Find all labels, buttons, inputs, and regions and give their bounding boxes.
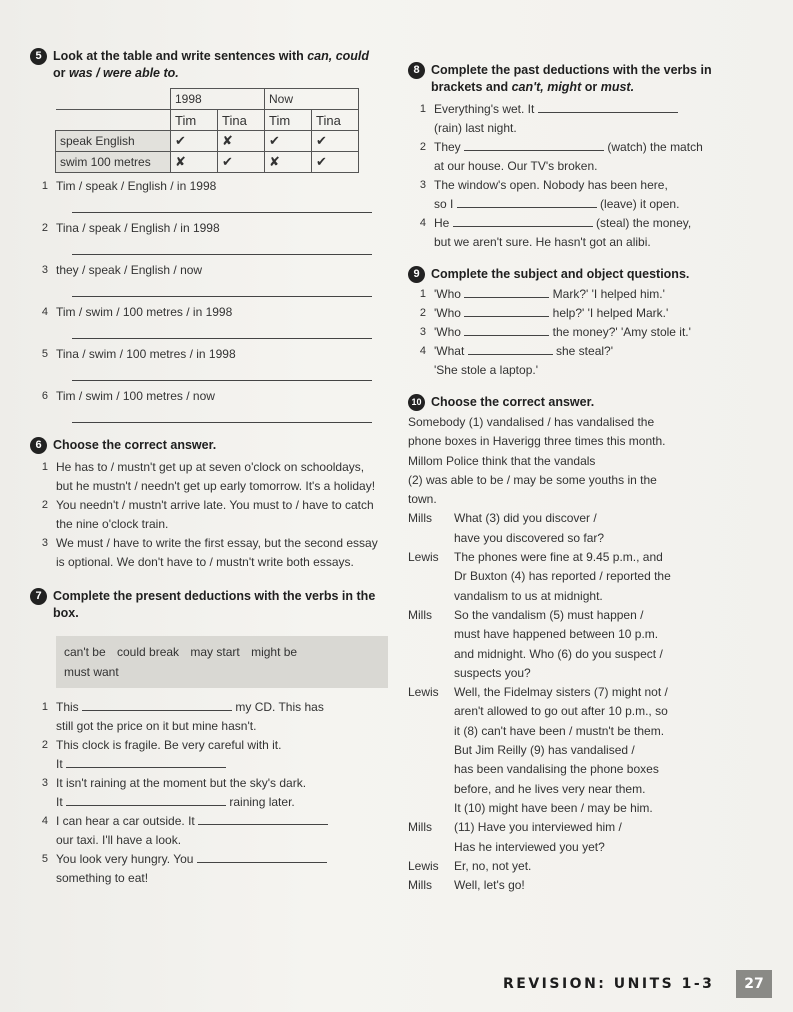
speaker: Mills: [408, 820, 432, 835]
answer-line[interactable]: [72, 368, 372, 381]
table-cell-mark: ✔: [218, 152, 265, 173]
list-item: 5 You look very hungry. You something to eat!: [30, 850, 380, 888]
answer-line[interactable]: [72, 200, 372, 213]
exercise-7-items: [30, 698, 380, 888]
answer-line[interactable]: [72, 242, 372, 255]
dialogue-turn: Mills (11) Have you interviewed him / Has he interviewed you yet?: [408, 818, 753, 857]
list-item: 3 It isn't raining at the moment but the sky's dark. It raining later.: [41, 776, 307, 809]
dialogue-turn: Mills Well, let's go!: [408, 876, 753, 895]
exercise-6-items: [30, 458, 380, 572]
dialogue-turn: Mills What (3) did you discover / have you discovered so far?: [408, 509, 753, 548]
dialogue-turn: Lewis The phones were fine at 9.45 p.m., and Dr Buxton (4) has reported / reported the vandalism to us at midnight.: [408, 548, 753, 606]
header-tina: Tina: [312, 110, 359, 131]
answer-blank[interactable]: [468, 344, 553, 355]
word-option: might be: [251, 645, 298, 659]
exercise-number-badge: 9: [408, 266, 425, 283]
list-item: 3 they / speak / English / now: [41, 263, 203, 277]
exercise-9-items: [408, 285, 753, 380]
header-tim: Tim: [265, 110, 312, 131]
table-cell-mark: ✔: [265, 131, 312, 152]
row-label: swim 100 metres: [56, 152, 171, 173]
exercise-8-items: [408, 100, 753, 252]
word-option: could break: [117, 645, 180, 659]
table-cell-mark: ✘: [171, 152, 218, 173]
list-item: 3 We must / have to write the first essay, but the second essay is optional. We don't have to / mustn't write both essays.: [41, 536, 378, 569]
answer-blank[interactable]: [464, 325, 549, 336]
list-item: 2 Tina / speak / English / in 1998: [41, 221, 220, 235]
list-item: 3 'Who the money?' 'Amy stole it.': [419, 325, 691, 339]
exercise-6-title: Choose the correct answer.: [53, 438, 217, 452]
answer-blank[interactable]: [464, 140, 604, 151]
answer-blank[interactable]: [197, 852, 327, 863]
answer-blank[interactable]: [453, 216, 593, 227]
list-item: 2 They (watch) the match at our house. Our TV's broken.: [419, 140, 703, 173]
exercise-7-heading: [30, 588, 380, 622]
dialogue-turn: Lewis Er, no, not yet.: [408, 857, 753, 876]
table-cell-mark: ✘: [218, 131, 265, 152]
list-item: 4 He (steal) the money, but we aren't sure. He hasn't got an alibi.: [419, 216, 692, 249]
header-now: Now: [265, 89, 359, 110]
word-option: can't be: [64, 645, 106, 659]
exercise-5-title: Look at the table and write sentences with can, could or was / were able to.: [53, 49, 370, 80]
exercise-9-title: Complete the subject and object questions.: [431, 267, 690, 281]
dialogue-turn: Mills So the vandalism (5) must happen / must have happened between 10 p.m. and midnight. Who (6) do you suspect / suspects you?: [408, 606, 753, 683]
speaker: Mills: [408, 607, 432, 622]
dialogue: [408, 509, 753, 895]
speaker: Mills: [408, 511, 432, 526]
answer-blank[interactable]: [538, 102, 678, 113]
page-number: 27: [736, 970, 772, 998]
left-column: [30, 48, 380, 888]
exercise-number-badge: 6: [30, 437, 47, 454]
answer-blank[interactable]: [457, 197, 597, 208]
answer-blank[interactable]: [66, 757, 226, 768]
speaker: Mills: [408, 878, 432, 893]
list-item: 1 This my CD. This has still got the price on it but mine hasn't.: [41, 700, 324, 733]
list-item: 1 Everything's wet. It (rain) last night.: [408, 100, 753, 138]
answer-line[interactable]: [72, 410, 372, 423]
exercise-5-items: [30, 177, 380, 423]
answer-blank[interactable]: [82, 700, 232, 711]
answer-blank[interactable]: [464, 306, 549, 317]
exercise-number-badge: 5: [30, 48, 47, 65]
answer-line[interactable]: [72, 326, 372, 339]
speaker: Lewis: [408, 550, 439, 565]
list-item: 2 You needn't / mustn't arrive late. You must to / have to catch the nine o'clock train.: [41, 498, 374, 531]
dialogue-turn: Lewis Well, the Fidelmay sisters (7) might not / aren't allowed to go out after 10 p.m., so it (8) can't have been / mustn't be them. But Jim Reilly (9) has vandalised / has been vandalising the phone boxes before, and he lives very near them. It (10) might have been / may be him.: [408, 683, 753, 818]
list-item: 3 The window's open. Nobody has been here, so I (leave) it open.: [419, 178, 680, 211]
exercise-number-badge: 10: [408, 394, 425, 411]
list-item: 4 Tim / swim / 100 metres / in 1998: [41, 305, 233, 319]
exercise-7-title: Complete the present deductions with the verbs in the box.: [53, 589, 376, 620]
list-item: 6 Tim / swim / 100 metres / now: [41, 389, 215, 403]
exercise-5-heading: [30, 48, 380, 82]
word-box: [56, 636, 388, 688]
list-item: 1 Tim / speak / English / in 1998: [41, 179, 217, 193]
speaker: Lewis: [408, 685, 439, 700]
header-tim: Tim: [171, 110, 218, 131]
footer-label: REVISION: UNITS 1-3: [503, 976, 715, 992]
table-cell-mark: ✔: [171, 131, 218, 152]
exercise-10-heading: [408, 394, 753, 411]
header-1998: 1998: [171, 89, 265, 110]
answer-blank[interactable]: [464, 287, 549, 298]
list-item: 1 He has to / mustn't get up at seven o'clock on schooldays, but he mustn't / needn't get up early tomorrow. It's a holiday!: [41, 460, 376, 493]
speaker: Lewis: [408, 858, 439, 873]
row-label: speak English: [56, 131, 171, 152]
exercise-8-heading: [408, 62, 753, 96]
exercise-number-badge: 8: [408, 62, 425, 79]
list-item: 2 This clock is fragile. Be very careful with it. It: [41, 738, 282, 771]
list-item: 4 I can hear a car outside. It our taxi. I'll have a look.: [30, 812, 380, 850]
list-item: 5 Tina / swim / 100 metres / in 1998: [41, 347, 236, 361]
exercise-10-title: Choose the correct answer.: [431, 395, 595, 409]
answer-blank[interactable]: [198, 814, 328, 825]
ability-table: [55, 88, 359, 173]
table-cell-mark: ✔: [312, 152, 359, 173]
answer-line[interactable]: [72, 284, 372, 297]
right-column: [408, 62, 753, 895]
table-cell-mark: ✘: [265, 152, 312, 173]
exercise-8-title: Complete the past deductions with the verbs in brackets and can't, might or must.: [431, 63, 712, 94]
exercise-10-intro: Somebody (1) vandalised / has vandalised the phone boxes in Haverigg three times this month. Millom Police think that the vandals (2) was able to be / may be some youths in the town.: [408, 415, 666, 507]
list-item: 2 'Who help?' 'I helped Mark.': [419, 306, 669, 320]
header-tina: Tina: [218, 110, 265, 131]
exercise-6-heading: [30, 437, 380, 454]
list-item: 1 'Who Mark?' 'I helped him.': [419, 287, 665, 301]
exercise-9-heading: [408, 266, 753, 283]
list-item: 4 'What she steal?' 'She stole a laptop.': [419, 344, 613, 377]
word-option: may start: [190, 645, 240, 659]
table-cell-mark: ✔: [312, 131, 359, 152]
word-option: must want: [64, 665, 119, 679]
exercise-number-badge: 7: [30, 588, 47, 605]
answer-blank[interactable]: [66, 795, 226, 806]
